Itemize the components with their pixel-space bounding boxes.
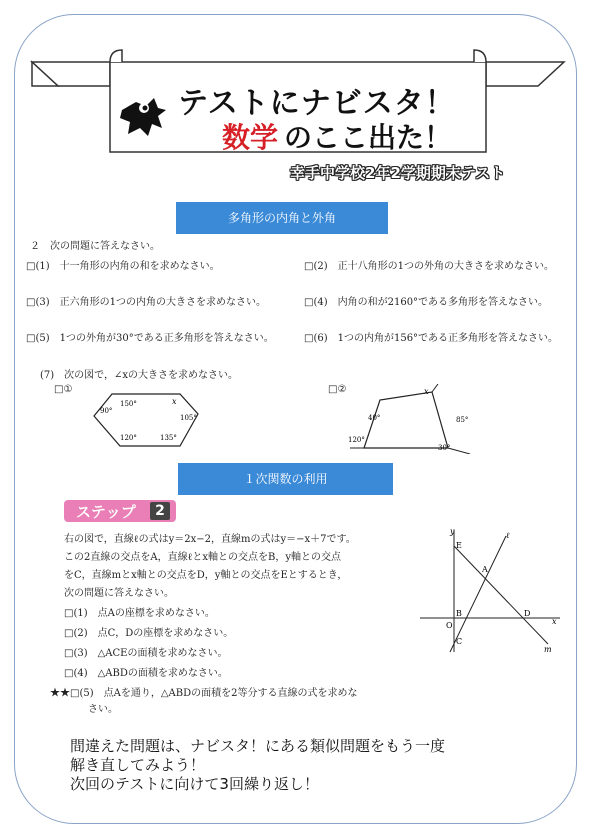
question-4: □(4) 内角の和が2160°である多角形を答えなさい。 xyxy=(304,297,549,308)
figure-2-quadrilateral xyxy=(340,384,490,454)
figure-1-hexagon xyxy=(86,386,216,456)
linear-function-graph xyxy=(420,526,570,656)
question-1: □(1) 十一角形の内角の和を求めなさい。 xyxy=(26,261,220,272)
question-heading: ２ 次の問題に答えなさい。 xyxy=(30,241,160,252)
graph-label-x: x xyxy=(552,617,557,626)
graph-label-m: m xyxy=(544,645,552,654)
fig2-angle-120: 120° xyxy=(348,436,365,444)
section-banner-linear-function: １次関数の利用 xyxy=(178,463,393,495)
fig2-angle-x: x xyxy=(424,387,429,396)
graph-label-B: B xyxy=(456,609,462,618)
title-rest: のここ出た！ xyxy=(284,121,453,154)
fig1-angle-135: 135° xyxy=(160,434,177,442)
graph-label-O: O xyxy=(446,621,453,630)
step-label: ステップ xyxy=(76,503,136,521)
question-7: (7) 次の図で，∠xの大きさを求めなさい。 xyxy=(40,370,238,381)
graph-label-C: C xyxy=(456,637,463,646)
question-6: □(6) 1つの内角が156°である正多角形を答えなさい。 xyxy=(304,333,559,344)
message-line-3: 次回のテストに向けて3回繰り返し！ xyxy=(70,775,319,793)
intro-line-4: 次の問題に答えなさい。 xyxy=(64,588,174,599)
graph-label-y: y xyxy=(450,527,455,536)
step-question-4: □(4) △ABDの面積を求めなさい。 xyxy=(64,668,228,679)
figure-2-label: □② xyxy=(328,384,347,395)
title-line-1: テストにナビスタ！ xyxy=(178,86,456,121)
fig1-angle-105: 105° xyxy=(180,414,197,422)
intro-line-2: この2直線の交点をA，直線ℓとx軸との交点をB，y軸との交点 xyxy=(64,552,342,563)
fig2-angle-30: 30° xyxy=(438,444,451,452)
section-banner-angles: 多角形の内角と外角 xyxy=(176,202,388,234)
message-line-2: 解き直してみよう！ xyxy=(70,756,206,774)
fig1-angle-150: 150° xyxy=(120,400,137,408)
fig2-angle-85: 85° xyxy=(456,416,469,424)
graph-label-E: E xyxy=(456,541,462,550)
graph-label-D: D xyxy=(524,609,531,618)
step-question-5-cont: さい。 xyxy=(88,704,118,715)
step-question-2: □(2) 点C，Dの座標を求めなさい。 xyxy=(64,628,234,639)
fig2-angle-40: 40° xyxy=(368,414,381,422)
question-2: □(2) 正十八角形の1つの外角の大きさを求めなさい。 xyxy=(304,261,554,272)
message-line-1: 間違えた問題は、ナビスタ！にある類似問題をもう一度 xyxy=(70,737,446,755)
school-subtitle: 幸手中学校2年2学期期末テスト xyxy=(290,164,506,182)
figure-1-label: □① xyxy=(54,384,73,395)
intro-line-1: 右の図で，直線ℓの式はy＝2x−2，直線mの式はy＝−x＋7です。 xyxy=(64,534,356,545)
fig1-angle-120: 120° xyxy=(120,434,137,442)
step-question-3: □(3) △ACEの面積を求めなさい。 xyxy=(64,648,228,659)
question-3: □(3) 正六角形の1つの内角の大きさを求めなさい。 xyxy=(26,297,266,308)
step-question-1: □(1) 点Aの座標を求めなさい。 xyxy=(64,608,215,619)
ninja-logo-icon xyxy=(118,96,168,138)
fig1-angle-90: 90° xyxy=(100,407,113,415)
fig1-angle-x: x xyxy=(172,397,177,406)
graph-label-A: A xyxy=(482,565,488,574)
question-5: □(5) 1つの外角が30°である正多角形を答えなさい。 xyxy=(26,333,274,344)
intro-line-3: をC，直線mとx軸との交点をD，y軸との交点をEとするとき， xyxy=(64,570,348,581)
step-number: 2 xyxy=(150,502,170,520)
title-line-2 xyxy=(222,116,452,156)
step-question-5: ★★□(5) 点Aを通り，△ABDの面積を2等分する直線の式を求めな xyxy=(50,688,358,699)
graph-label-l: ℓ xyxy=(506,531,510,540)
title-subject: 数学 xyxy=(222,121,279,154)
